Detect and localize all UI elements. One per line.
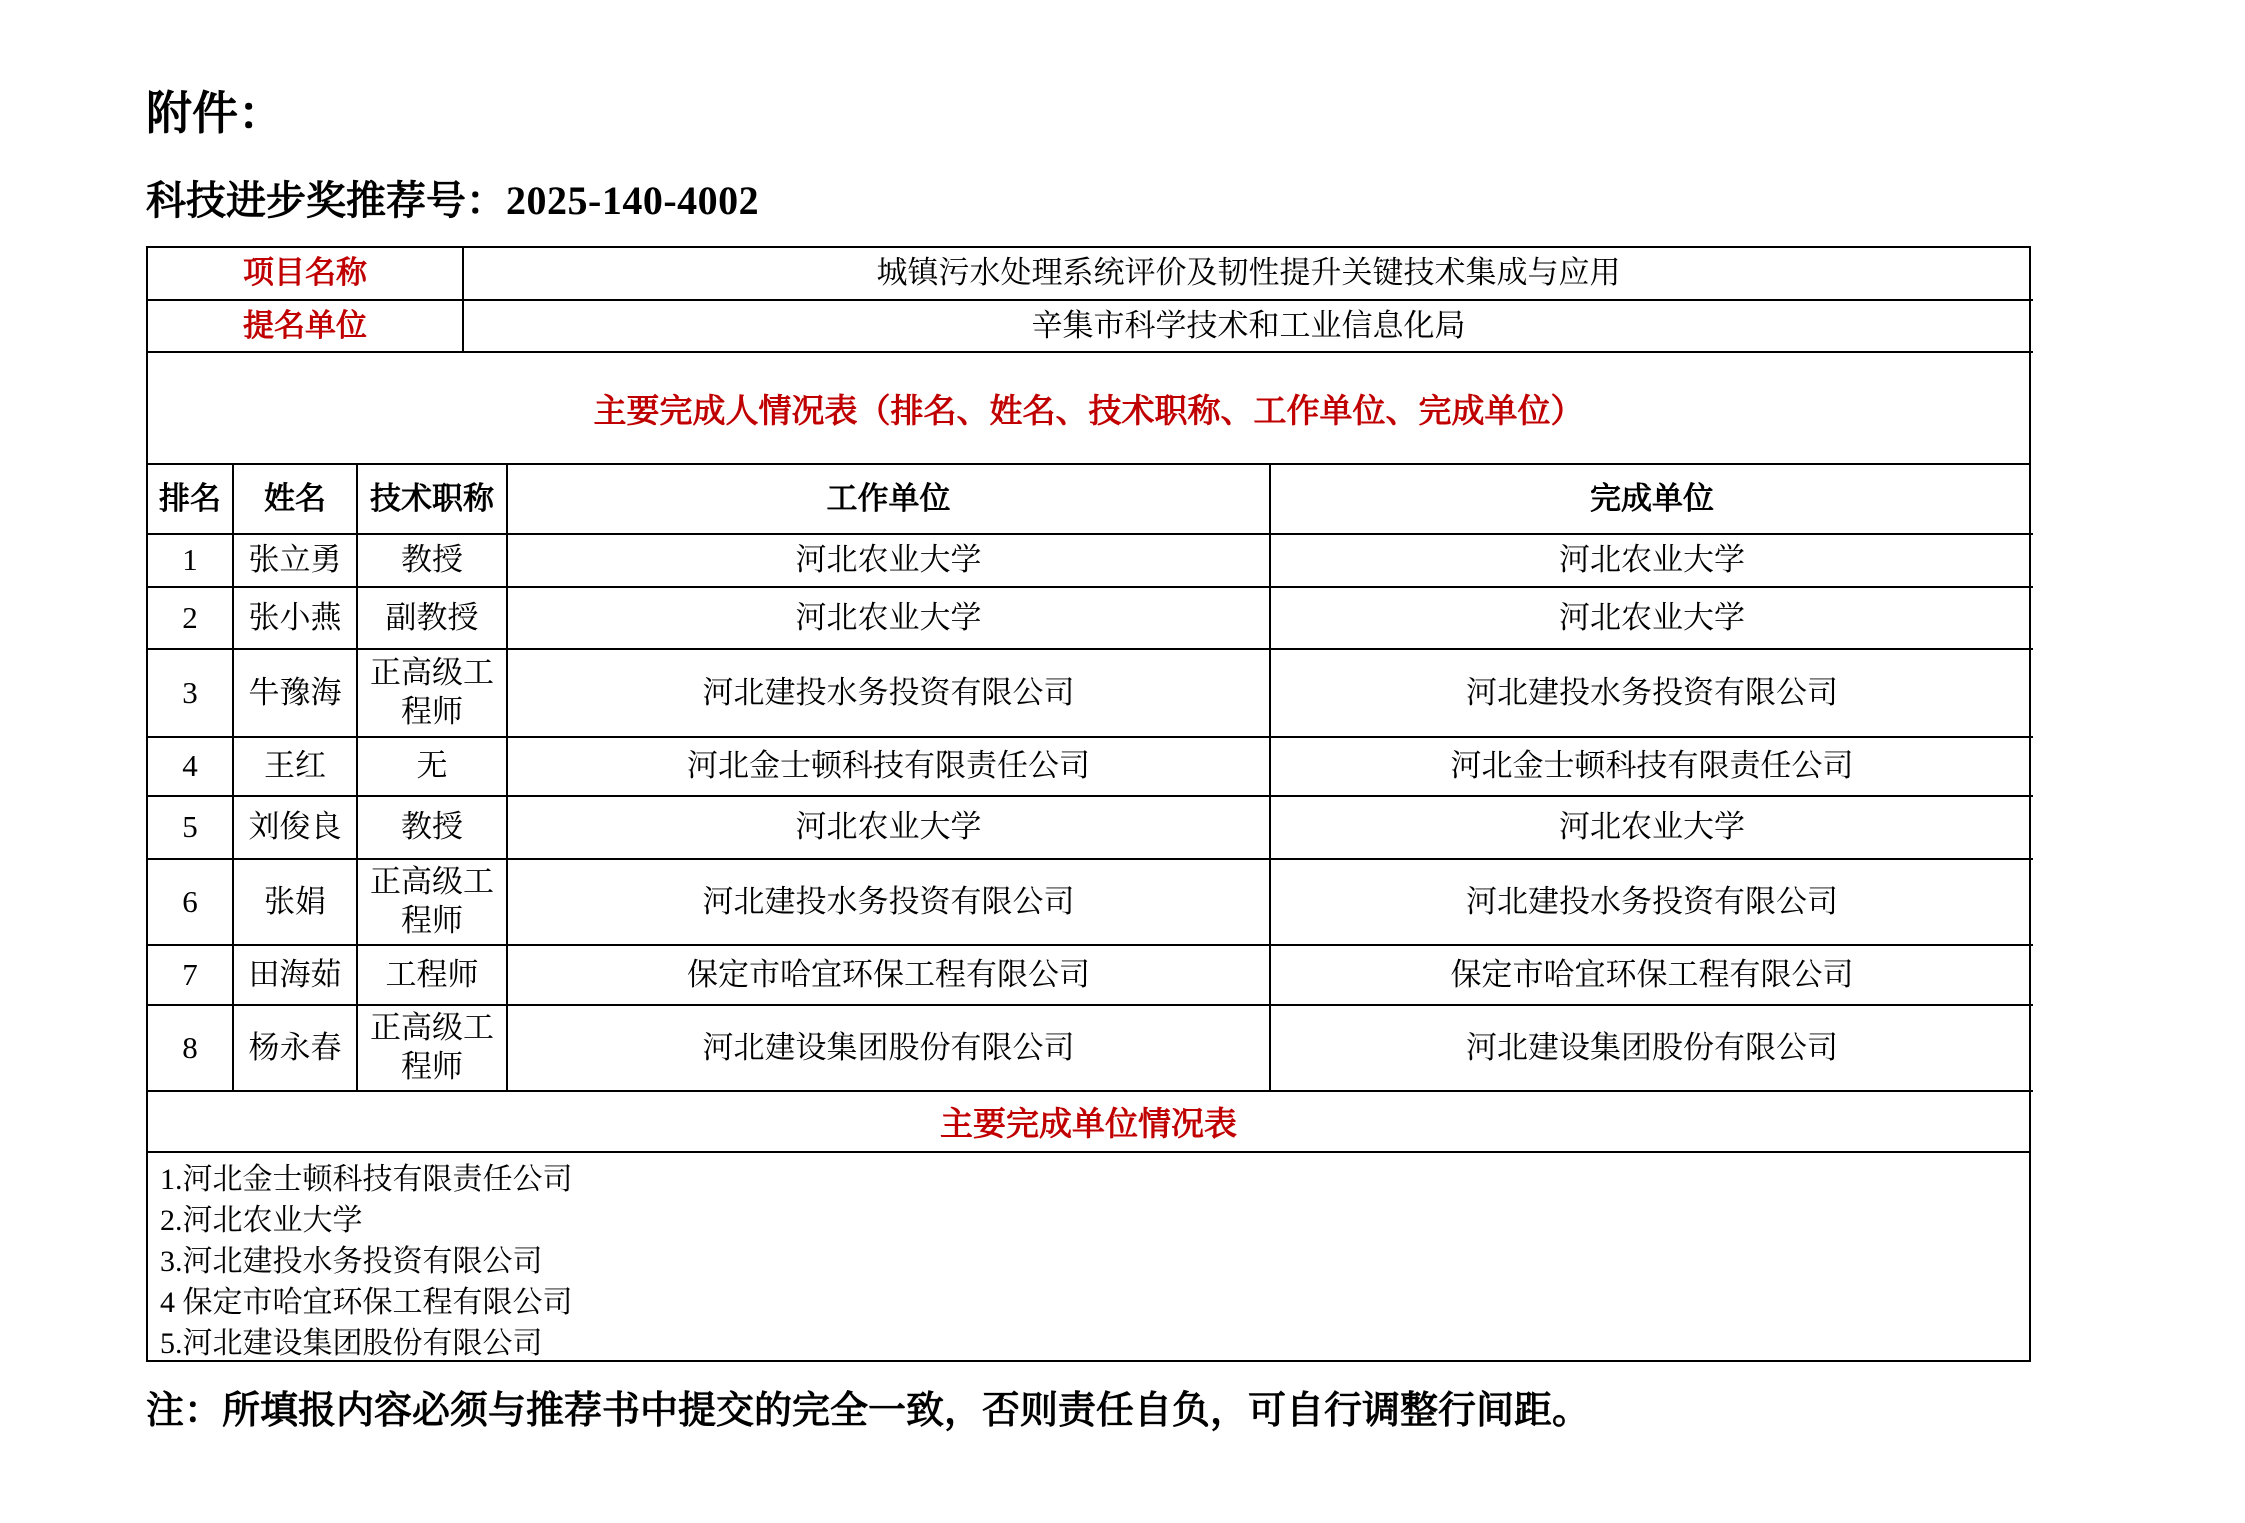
name-cell: 刘俊良 <box>233 796 357 859</box>
completion-unit-cell: 河北建投水务投资有限公司 <box>1270 649 2033 737</box>
title-cell: 工程师 <box>357 945 507 1005</box>
completion-unit-cell: 河北金士顿科技有限责任公司 <box>1270 737 2033 796</box>
completion-unit-cell: 河北建设集团股份有限公司 <box>1270 1005 2033 1091</box>
rank-cell: 4 <box>148 737 233 796</box>
title-cell: 无 <box>357 737 507 796</box>
rank-cell: 2 <box>148 587 233 649</box>
rank-cell: 5 <box>148 796 233 859</box>
work-unit-cell: 河北建投水务投资有限公司 <box>507 649 1270 737</box>
title-cell: 正高级工程师 <box>357 649 507 737</box>
table-row <box>148 587 2033 649</box>
contributors-section-title: 主要完成人情况表（排名、姓名、技术职称、工作单位、完成单位） <box>148 353 2029 465</box>
rank-cell: 6 <box>148 859 233 945</box>
table-row <box>148 248 2033 300</box>
name-cell: 张娟 <box>233 859 357 945</box>
name-cell: 牛豫海 <box>233 649 357 737</box>
list-item: 2.河北农业大学 <box>160 1204 363 1237</box>
col-header-title: 技术职称 <box>357 465 507 534</box>
footer-note: 注：所填报内容必须与推荐书中提交的完全一致，否则责任自负，可自行调整行间距。 <box>146 1390 1591 1432</box>
info-table <box>148 248 2033 353</box>
work-unit-cell: 河北农业大学 <box>507 587 1270 649</box>
title-cell: 正高级工程师 <box>357 1005 507 1091</box>
work-unit-cell: 保定市哈宜环保工程有限公司 <box>507 945 1270 1005</box>
col-header-name: 姓名 <box>233 465 357 534</box>
table-row <box>148 1005 2033 1091</box>
completion-unit-cell: 河北农业大学 <box>1270 534 2033 587</box>
list-item: 1.河北金士顿科技有限责任公司 <box>160 1163 573 1196</box>
completion-unit-cell: 保定市哈宜环保工程有限公司 <box>1270 945 2033 1005</box>
table-row <box>148 534 2033 587</box>
nominating-unit-value: 辛集市科学技术和工业信息化局 <box>463 300 2033 352</box>
project-name-value: 城镇污水处理系统评价及韧性提升关键技术集成与应用 <box>463 248 2033 300</box>
name-cell: 张小燕 <box>233 587 357 649</box>
project-name-label: 项目名称 <box>148 248 463 300</box>
list-item: 3.河北建投水务投资有限公司 <box>160 1245 543 1278</box>
title-cell: 教授 <box>357 796 507 859</box>
completion-units-list <box>148 1153 2029 1360</box>
col-header-completion-unit: 完成单位 <box>1270 465 2033 534</box>
table-header-row <box>148 465 2033 534</box>
rank-cell: 3 <box>148 649 233 737</box>
attachment-label: 附件： <box>146 88 284 139</box>
name-cell: 杨永春 <box>233 1005 357 1091</box>
work-unit-cell: 河北金士顿科技有限责任公司 <box>507 737 1270 796</box>
main-table <box>146 246 2031 1362</box>
table-row <box>148 737 2033 796</box>
name-cell: 田海茹 <box>233 945 357 1005</box>
title-cell: 教授 <box>357 534 507 587</box>
title-cell: 正高级工程师 <box>357 859 507 945</box>
nominating-unit-label: 提名单位 <box>148 300 463 352</box>
work-unit-cell: 河北建设集团股份有限公司 <box>507 1005 1270 1091</box>
table-row <box>148 796 2033 859</box>
rank-cell: 7 <box>148 945 233 1005</box>
col-header-rank: 排名 <box>148 465 233 534</box>
recommendation-number: 2025-140-4002 <box>506 178 760 223</box>
rank-cell: 8 <box>148 1005 233 1091</box>
contributors-table <box>148 465 2033 1092</box>
completion-unit-cell: 河北建投水务投资有限公司 <box>1270 859 2033 945</box>
units-section-title: 主要完成单位情况表 <box>148 1092 2029 1153</box>
title-cell: 副教授 <box>357 587 507 649</box>
col-header-work-unit: 工作单位 <box>507 465 1270 534</box>
completion-unit-cell: 河北农业大学 <box>1270 587 2033 649</box>
recommendation-label: 科技进步奖推荐号： <box>146 178 506 223</box>
list-item: 4 保定市哈宜环保工程有限公司 <box>160 1286 573 1319</box>
name-cell: 王红 <box>233 737 357 796</box>
table-row <box>148 945 2033 1005</box>
table-row <box>148 300 2033 352</box>
table-row <box>148 649 2033 737</box>
list-item: 5.河北建设集团股份有限公司 <box>160 1327 543 1360</box>
rank-cell: 1 <box>148 534 233 587</box>
work-unit-cell: 河北农业大学 <box>507 796 1270 859</box>
work-unit-cell: 河北建投水务投资有限公司 <box>507 859 1270 945</box>
recommendation-line <box>146 178 2245 224</box>
name-cell: 张立勇 <box>233 534 357 587</box>
table-row <box>148 859 2033 945</box>
completion-unit-cell: 河北农业大学 <box>1270 796 2033 859</box>
work-unit-cell: 河北农业大学 <box>507 534 1270 587</box>
